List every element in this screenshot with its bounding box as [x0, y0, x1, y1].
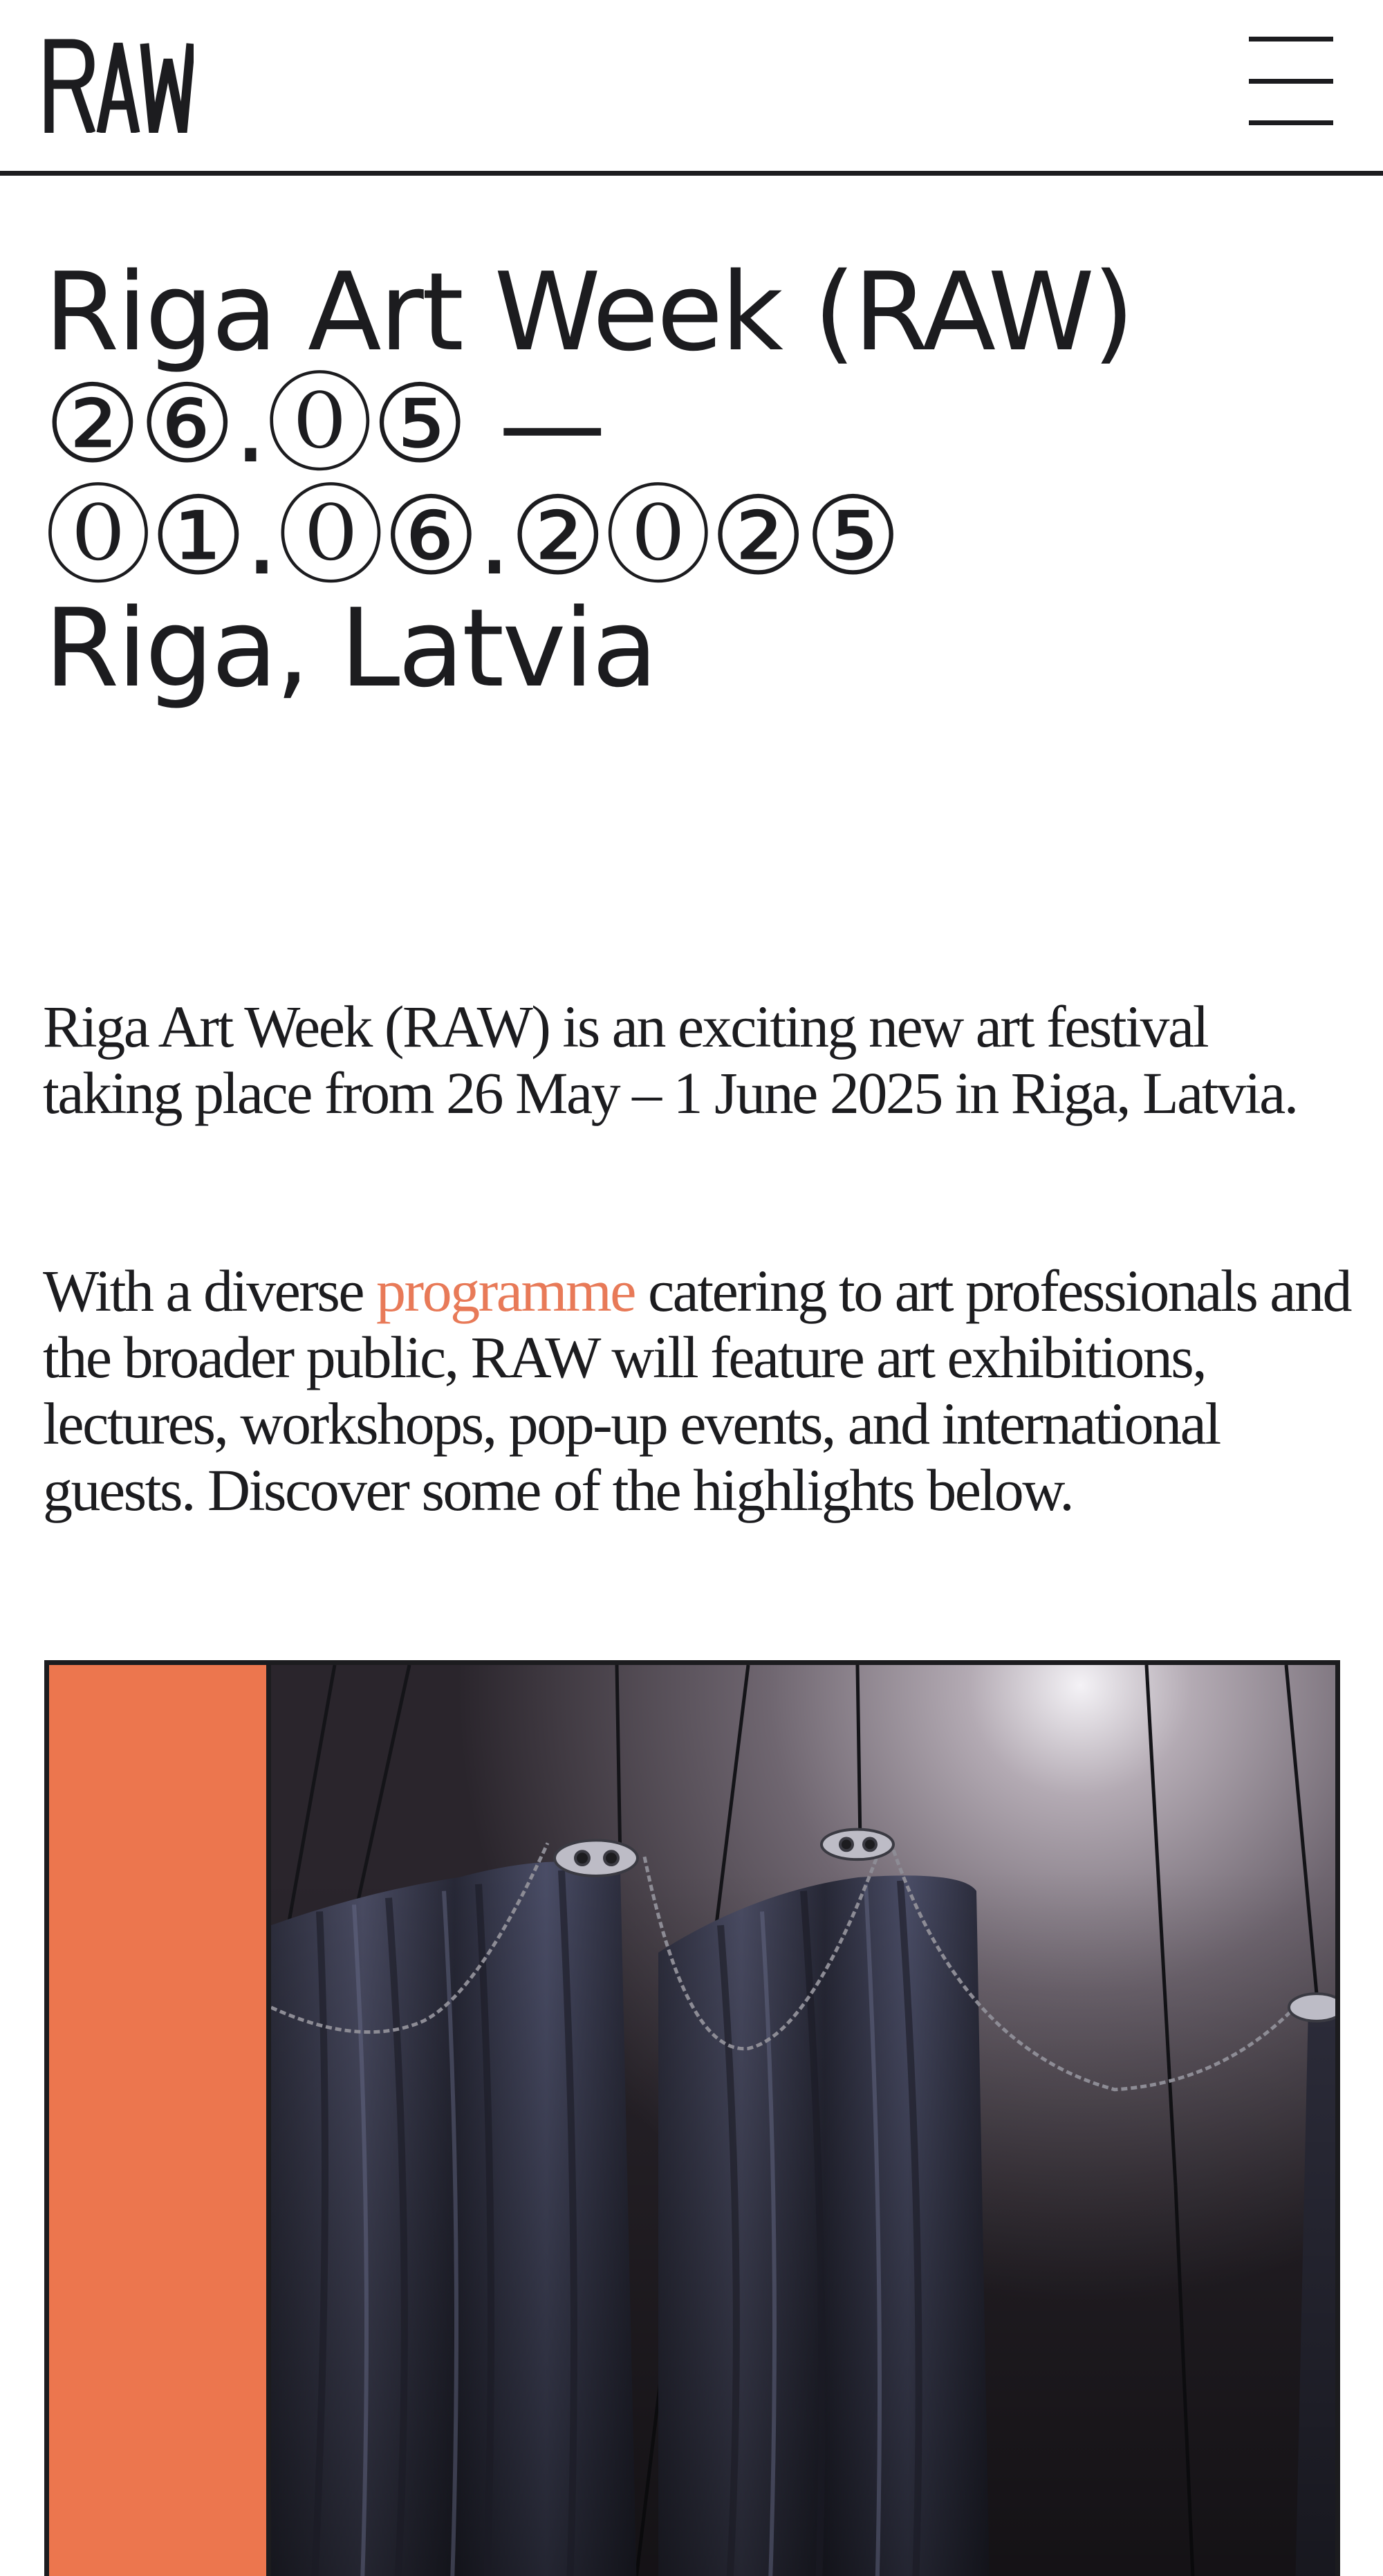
highlights-text-end: catering to art professionals and the broader public, RAW will feature art exhibitions, lectures, workshops, pop-up events, and international guests. Discover some of the highlights below. [43, 1258, 1350, 1523]
hamburger-menu-icon [1249, 36, 1339, 127]
highlights-text-start: With a diverse [43, 1258, 377, 1324]
title-line-event: Riga Art Week (RAW) [44, 249, 1133, 375]
accent-color-band [49, 1665, 266, 2576]
highlights-paragraph [43, 1258, 1357, 1523]
site-header [0, 0, 1383, 176]
title-line-end-date: ⓪①.⓪⑥.②⓪②⑤ [44, 473, 900, 599]
image-divider [266, 1665, 271, 2576]
raw-logo[interactable] [44, 39, 194, 133]
title-line-start-date: ②⑥.⓪⑤ — [44, 361, 604, 487]
raw-logo-mark [44, 39, 194, 133]
programme-link[interactable]: programme [376, 1258, 635, 1324]
title-line-location: Riga, Latvia [44, 585, 656, 711]
intro-paragraph: Riga Art Week (RAW) is an exciting new art festival taking place from 26 May – 1 June 2025 in Riga, Latvia. [43, 993, 1297, 1126]
installation-photo [271, 1665, 1340, 2576]
page-title [44, 249, 1344, 711]
feature-image-card[interactable] [44, 1660, 1340, 2576]
menu-button[interactable] [1249, 36, 1339, 127]
